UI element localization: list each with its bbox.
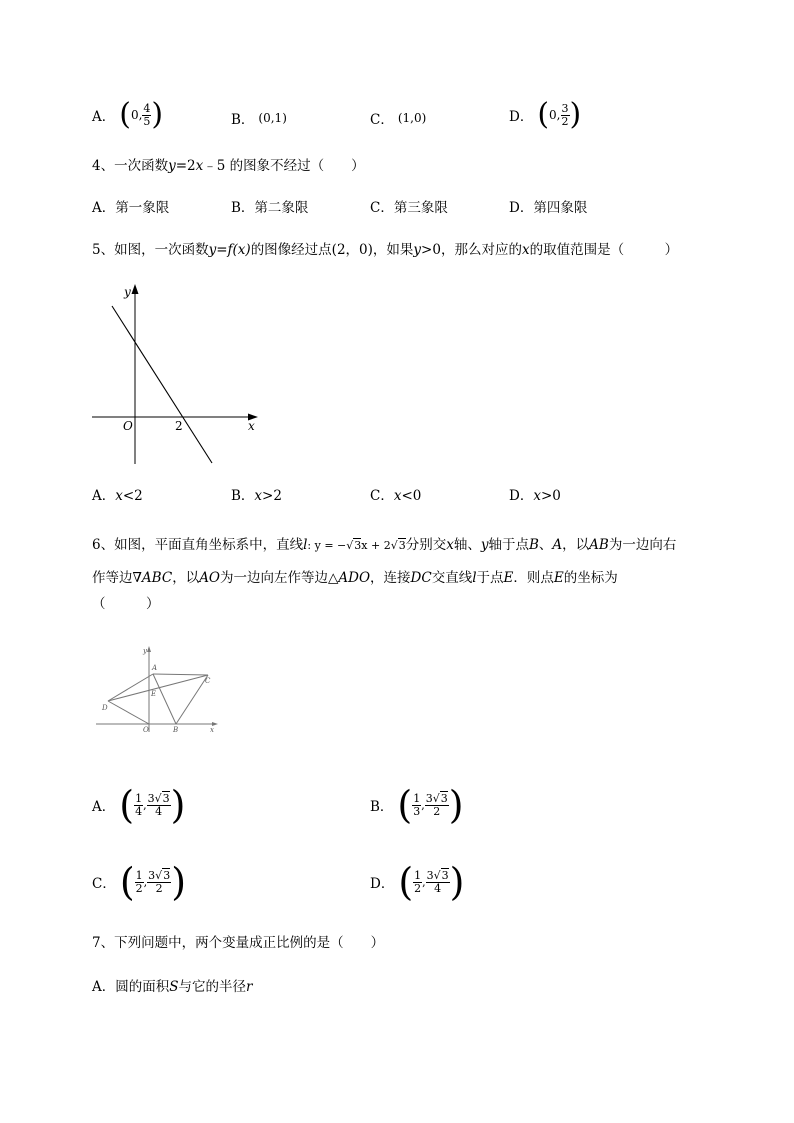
label-A: A — [152, 664, 158, 672]
question-6-line-1: 6、如图，平面直角坐标系中，直线l: y = −√3x + 2√3分别交x轴、y轴于点B、A，以AB为一边向右 — [92, 537, 677, 553]
q5-option-d: D．x>0 — [509, 488, 561, 504]
fraction: $\frac{3}{2}$ — [561, 101, 569, 128]
label-x: x — [210, 726, 214, 734]
q4-option-d: D．第四象限 — [509, 200, 588, 216]
q4-option-b: B．第二象限 — [231, 200, 309, 216]
option-text: 0, — [130, 108, 143, 122]
fraction: $\frac{4}{5}$ — [143, 101, 151, 128]
q6-figure — [94, 644, 218, 736]
q6-option-d: D． ( $\frac{1}{2}$ , $\frac{3√3}{4}$ ) — [370, 860, 465, 904]
label-D: D — [102, 704, 108, 712]
question-5-stem: 5、如图，一次函数y=f(x)的图像经过点(2，0)，如果y>0，那么对应的x的取值范围是（ ） — [92, 242, 679, 258]
option-text: (0,1) — [258, 111, 287, 125]
line-AB — [153, 674, 176, 724]
label-y: y — [143, 647, 147, 655]
origin-label: O — [123, 419, 133, 433]
q6-option-c: C． ( $\frac{1}{2}$ , $\frac{3√3}{2}$ ) — [92, 860, 187, 904]
option-text: 0, — [549, 108, 561, 122]
q5-graph — [88, 280, 268, 470]
q4-option-a: A．第一象限 — [92, 200, 170, 216]
function-line — [112, 306, 212, 463]
q5-option-b: B．x>2 — [231, 488, 282, 504]
question-6-line-3: （ ） — [92, 596, 160, 612]
line-DO — [108, 701, 149, 724]
option-label: B． — [231, 112, 255, 128]
line-DA — [108, 674, 153, 701]
q6-option-a: A． ( $\frac{1}{4}$ , $\frac{3√3}{4}$ ) — [92, 783, 186, 827]
question-4-stem: 4、一次函数y=2x﹣5 的图象不经过（ ） — [92, 158, 365, 174]
q6-option-b: B． ( $\frac{1}{3}$ , $\frac{3√3}{2}$ ) — [370, 783, 464, 827]
tick-label-2: 2 — [175, 419, 183, 433]
q3-option-a: A． ( 0, $\frac{4}{5}$ ) — [92, 97, 164, 132]
q5-option-c: C．x<0 — [370, 488, 422, 504]
label-O: O — [143, 726, 149, 734]
q3-option-c — [370, 108, 426, 128]
q3-option-d: D． ( 0, $\frac{3}{2}$ ) — [509, 97, 582, 132]
q7-option-a: A．圆的面积S与它的半径r — [92, 979, 253, 995]
label-B: B — [173, 726, 179, 734]
question-7-stem: 7、下列问题中，两个变量成正比例的是（ ） — [92, 935, 385, 951]
line-AC — [153, 674, 208, 675]
y-axis-arrow — [132, 284, 139, 294]
q4-option-c: C．第三象限 — [370, 200, 448, 216]
option-label: A． — [92, 109, 116, 125]
question-6-line-2: 作等边∇ABC，以AO为一边向左作等边△ADO，连接DC交直线l于点E．则点E的坐标为 — [92, 570, 618, 586]
label-C: C — [205, 677, 211, 685]
q5-option-a: A．x<2 — [92, 488, 143, 504]
y-axis-arrow — [147, 646, 151, 652]
x-axis-label: x — [248, 419, 255, 433]
q3-option-b — [231, 108, 287, 128]
option-label: C． — [370, 112, 394, 128]
option-label: D． — [509, 109, 534, 125]
label-E: E — [151, 690, 157, 698]
y-axis-label: y — [124, 285, 131, 299]
option-text: (1,0) — [397, 111, 427, 125]
